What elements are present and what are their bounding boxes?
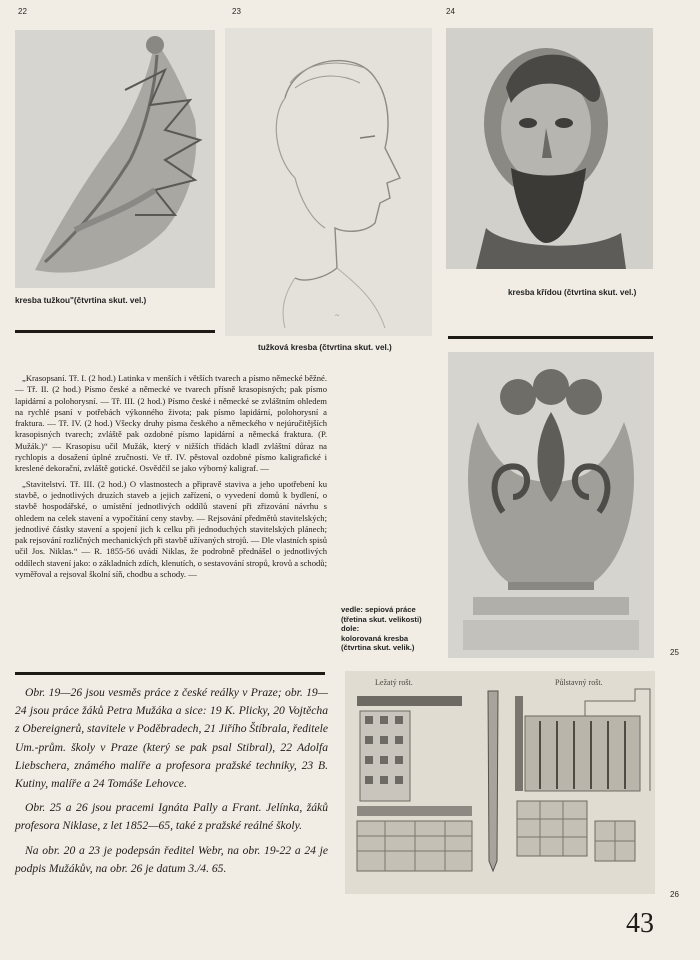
body-text-column [15,373,327,584]
caption-fig23: tužková kresba (čtvrtina skut. vel.) [258,343,392,352]
figure-24-bust-drawing [446,28,653,269]
fig26-left-label: Ležatý rošt. [375,678,413,687]
figure-notes [15,684,328,884]
caption-fig25-line: (třetina skut. velikosti) [341,614,422,624]
caption-fig25-line: (čtvrtina skut. velik.) [341,643,415,653]
figure-26-masonry-drawing [345,671,655,894]
notes-paragraph: Obr. 19—26 jsou vesměs práce z české reálky v Praze; obr. 19—24 jsou práce žáků Petra Mužáka a sice: 19 K. Plicky, 20 Vojtěcha z Obereignerů, stavitele v Poděbradech, 21 Jiřího Štíbrala, ředitele Um.-prům. školy v Praze (který se pak psal Stibral), 22 Adolfa Liebschera, známého malíře a profesora pražské techniky, 23 B. Kutiny, malíře a 24 Tomáše Lehovce. [15,686,328,791]
figure-25-ornament [448,352,654,658]
divider-rule [448,336,653,339]
divider-rule [15,330,215,333]
svg-text:~: ~ [335,311,340,320]
fig26-right-label: Půlstavný rošt. [555,678,603,687]
caption-fig25 [341,605,446,653]
notes-paragraph: Na obr. 20 a 23 je podepsán ředitel Webr, na obr. 19-22 a 24 je podpis Mužákův, na obr. 26 je datum 3./4. 65. [15,843,328,875]
figure-number-25: 25 [670,648,679,657]
figure-number-22: 22 [18,7,27,16]
caption-fig25-line: kolorovaná kresba [341,633,409,643]
paragraph-krasopsani: „Krasopsaní. Tř. I. (2 hod.) Latinka v menších i větších tvarech a písmo německé běžné. — Tř. II. (2 hod.) Písmo české a německé ve tvarech přísně krasopisných; pak písmo lapidární a polohorysní. — Tř. III. (2 hod.) Písmo české i německé se zvláštním ohledem na rychlé psaní v potřebách výkonného života; pak písmo lapidární, polohorysní a fraktura. — Tř. IV. (2 hod.) Všecky druhy písma českého a německého v nejúručitějších krasopisných tvarech; zvláště pak ozdobné písmo lapidární a německá fraktura. (P. Mužák.)“ — Krasopisu učil Mužák, který v nižších třídách kladl zvláštní důraz na rychlopis a dosažení úplné zručnosti. Ve tř. IV. pěstoval ozdobné písmo kaligrafické i kreslené dekorační, zvláště gotické. Osvědčil se jako výborný kaligraf. — [15,373,327,474]
caption-fig24: kresba křídou (čtvrtina skut. vel.) [508,288,637,297]
figure-number-23: 23 [232,7,241,16]
figure-number-26: 26 [670,890,679,899]
caption-fig22: kresba tužkou"(čtvrtina skut. vel.) [15,296,147,305]
page-number: 43 [626,908,654,939]
figure-number-24: 24 [446,7,455,16]
figure-22-thistle-drawing [15,30,215,288]
caption-fig25-line: dole: [341,624,360,634]
caption-fig25-line: vedle: sepiová práce [341,605,416,614]
divider-rule [15,672,325,675]
paragraph-stavitelstvi: „Stavitelství. Tř. III. (2 hod.) O vlastnostech a připravě staviva a jeho upotřebení ku stavbě, o jednotlivých druzích staveb a jejich zařízení, o vyvedení domů k bydlení, o stavbě hospodářské, o umístění jednotlivých oddílů stavení při zřizování návrhu s ohledem na celek stavení a vypočítání ceny stavby. — Rejsování předmětů stavitelských; jednotlivé částky stavení a spojení jich k celku při jednoduchých stavitelských plánech; pak rejsování rozličných mechanických při stavbě užívaných strojů. — Dle vlastních spisů učil Jos. Niklas.“ — R. 1855-56 uvádí Niklas, že podrobně přednášel o jednotlivých oddílech stavení jako: o základních zdích, klenutích, o sestavování stropů, krovů a schodů; vyměřoval a rejsoval školní síň, chodbu a schody. — [15,478,327,580]
notes-paragraph: Obr. 25 a 26 jsou pracemi Ignáta Pally a Frant. Jelínka, žáků profesora Niklase, z let 1852—65, také z pražské reálné školy. [15,801,328,833]
figure-23-profile-portrait [225,28,432,336]
